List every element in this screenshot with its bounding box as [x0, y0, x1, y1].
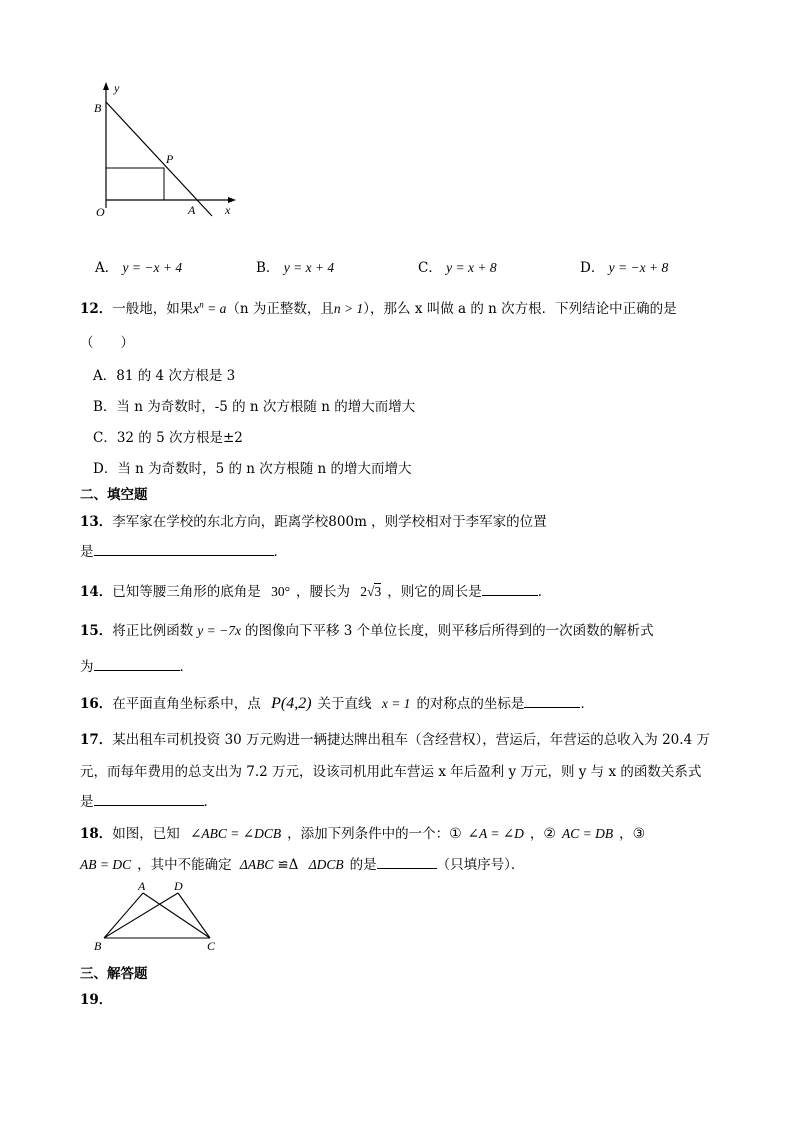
label-y: y	[114, 81, 120, 95]
q12-option-d: D．当 n 为奇数时，5 的 n 次方根随 n 的增大而增大	[93, 461, 412, 477]
label-b: B	[94, 939, 102, 953]
q15-blank[interactable]	[94, 658, 180, 671]
label-c: C	[207, 939, 216, 953]
q19-number: 19．	[80, 992, 113, 1008]
q11-option-c-expr: y = x + 8	[446, 260, 497, 275]
figure-triangles	[88, 878, 228, 954]
q12-stem: 12．一般地，如果$x^n = a(n$ 为正整数，且n > 1），那么 x 叫做 a 的 n 次方根．下列结论中正确的是	[80, 299, 677, 317]
section-solve: 三、解答题	[80, 966, 148, 982]
segment-dc	[178, 893, 210, 938]
segment-bd	[104, 893, 178, 938]
q12-formula: $x^n = a$	[193, 299, 227, 316]
section-fill-in: 二、填空题	[80, 487, 148, 503]
q11-option-a-expr: y = −x + 4	[122, 260, 183, 275]
q12-option-c: C．32 的 5 次方根是±2	[93, 430, 243, 446]
q18-line1: 18．如图，已知 ∠ABC = ∠DCB ，添加下列条件中的一个：① ∠A = ∠D ，② AC = DB ，③	[80, 826, 646, 842]
q11-option-d: D． y = −x + 8	[580, 260, 669, 276]
q11-option-d-expr: y = −x + 8	[608, 260, 669, 275]
label-p: P	[166, 152, 174, 166]
q15-stem: 15．将正比例函数 y = −7x 的图像向下平移 3 个单位长度，则平移后所得到的一次函数的解析式	[80, 623, 654, 639]
q11-option-a: A． y = −x + 4	[95, 260, 183, 276]
label-b: B	[94, 101, 102, 115]
q18-blank[interactable]	[377, 856, 437, 869]
label-a: A	[188, 203, 196, 217]
q17-line1: 17．某出租车司机投资 30 万元购进一辆捷达牌出租车（含经营权），营运后，年营运的总收入为 20.4 万	[80, 732, 710, 748]
q18-line2: AB = DC ，其中不能确定 ΔABC ≌Δ ΔDCB 的是 （只填序号）．	[80, 857, 525, 873]
figure-line-graph	[88, 80, 248, 222]
label-d: D	[174, 879, 183, 893]
q13-answer-line: 是 ．	[80, 544, 287, 560]
q14-stem: 14．已知等腰三角形的底角是 30° ，腰长为 2√3 ，则它的周长是 ．	[80, 584, 552, 600]
segment-ac	[143, 893, 210, 938]
q17-answer-line: 是 ．	[80, 794, 217, 810]
q13-stem: 13．李军家在学校的东北方向，距离学校800m ，则学校相对于李军家的位置	[80, 514, 547, 530]
q15-answer-line: 为 ．	[80, 659, 193, 675]
q17-blank[interactable]	[94, 793, 204, 806]
q14-radical: 2√3	[360, 584, 382, 599]
label-o: O	[96, 205, 105, 219]
q14-blank[interactable]	[482, 583, 538, 596]
q11-option-b: B． y = x + 4	[256, 260, 335, 276]
q12-paren: （ ）	[80, 335, 134, 351]
line-ab	[106, 102, 212, 216]
q16-stem: 16．在平面直角坐标系中，点 P(4,2) 关于直线 x = 1 的对称点的坐标是 ．	[80, 695, 594, 712]
rectangle-op	[106, 168, 164, 200]
q11-option-b-expr: y = x + 4	[283, 260, 335, 275]
segment-ab	[104, 893, 143, 938]
label-a: A	[138, 879, 146, 893]
label-x: x	[225, 203, 231, 217]
q13-blank[interactable]	[94, 543, 274, 556]
q17-line2: 元，而每年费用的总支出为 7.2 万元，设该司机用此车营运 x 年后盈利 y 万元，则 y 与 x 的函数关系式	[80, 764, 702, 780]
q12-option-a: A．81 的 4 次方根是 3	[93, 368, 236, 384]
y-axis-arrow	[103, 82, 109, 90]
q12-option-b: B．当 n 为奇数时，-5 的 n 次方根随 n 的增大而增大	[93, 399, 416, 415]
q16-blank[interactable]	[524, 695, 580, 708]
q11-option-c: C． y = x + 8	[418, 260, 497, 276]
